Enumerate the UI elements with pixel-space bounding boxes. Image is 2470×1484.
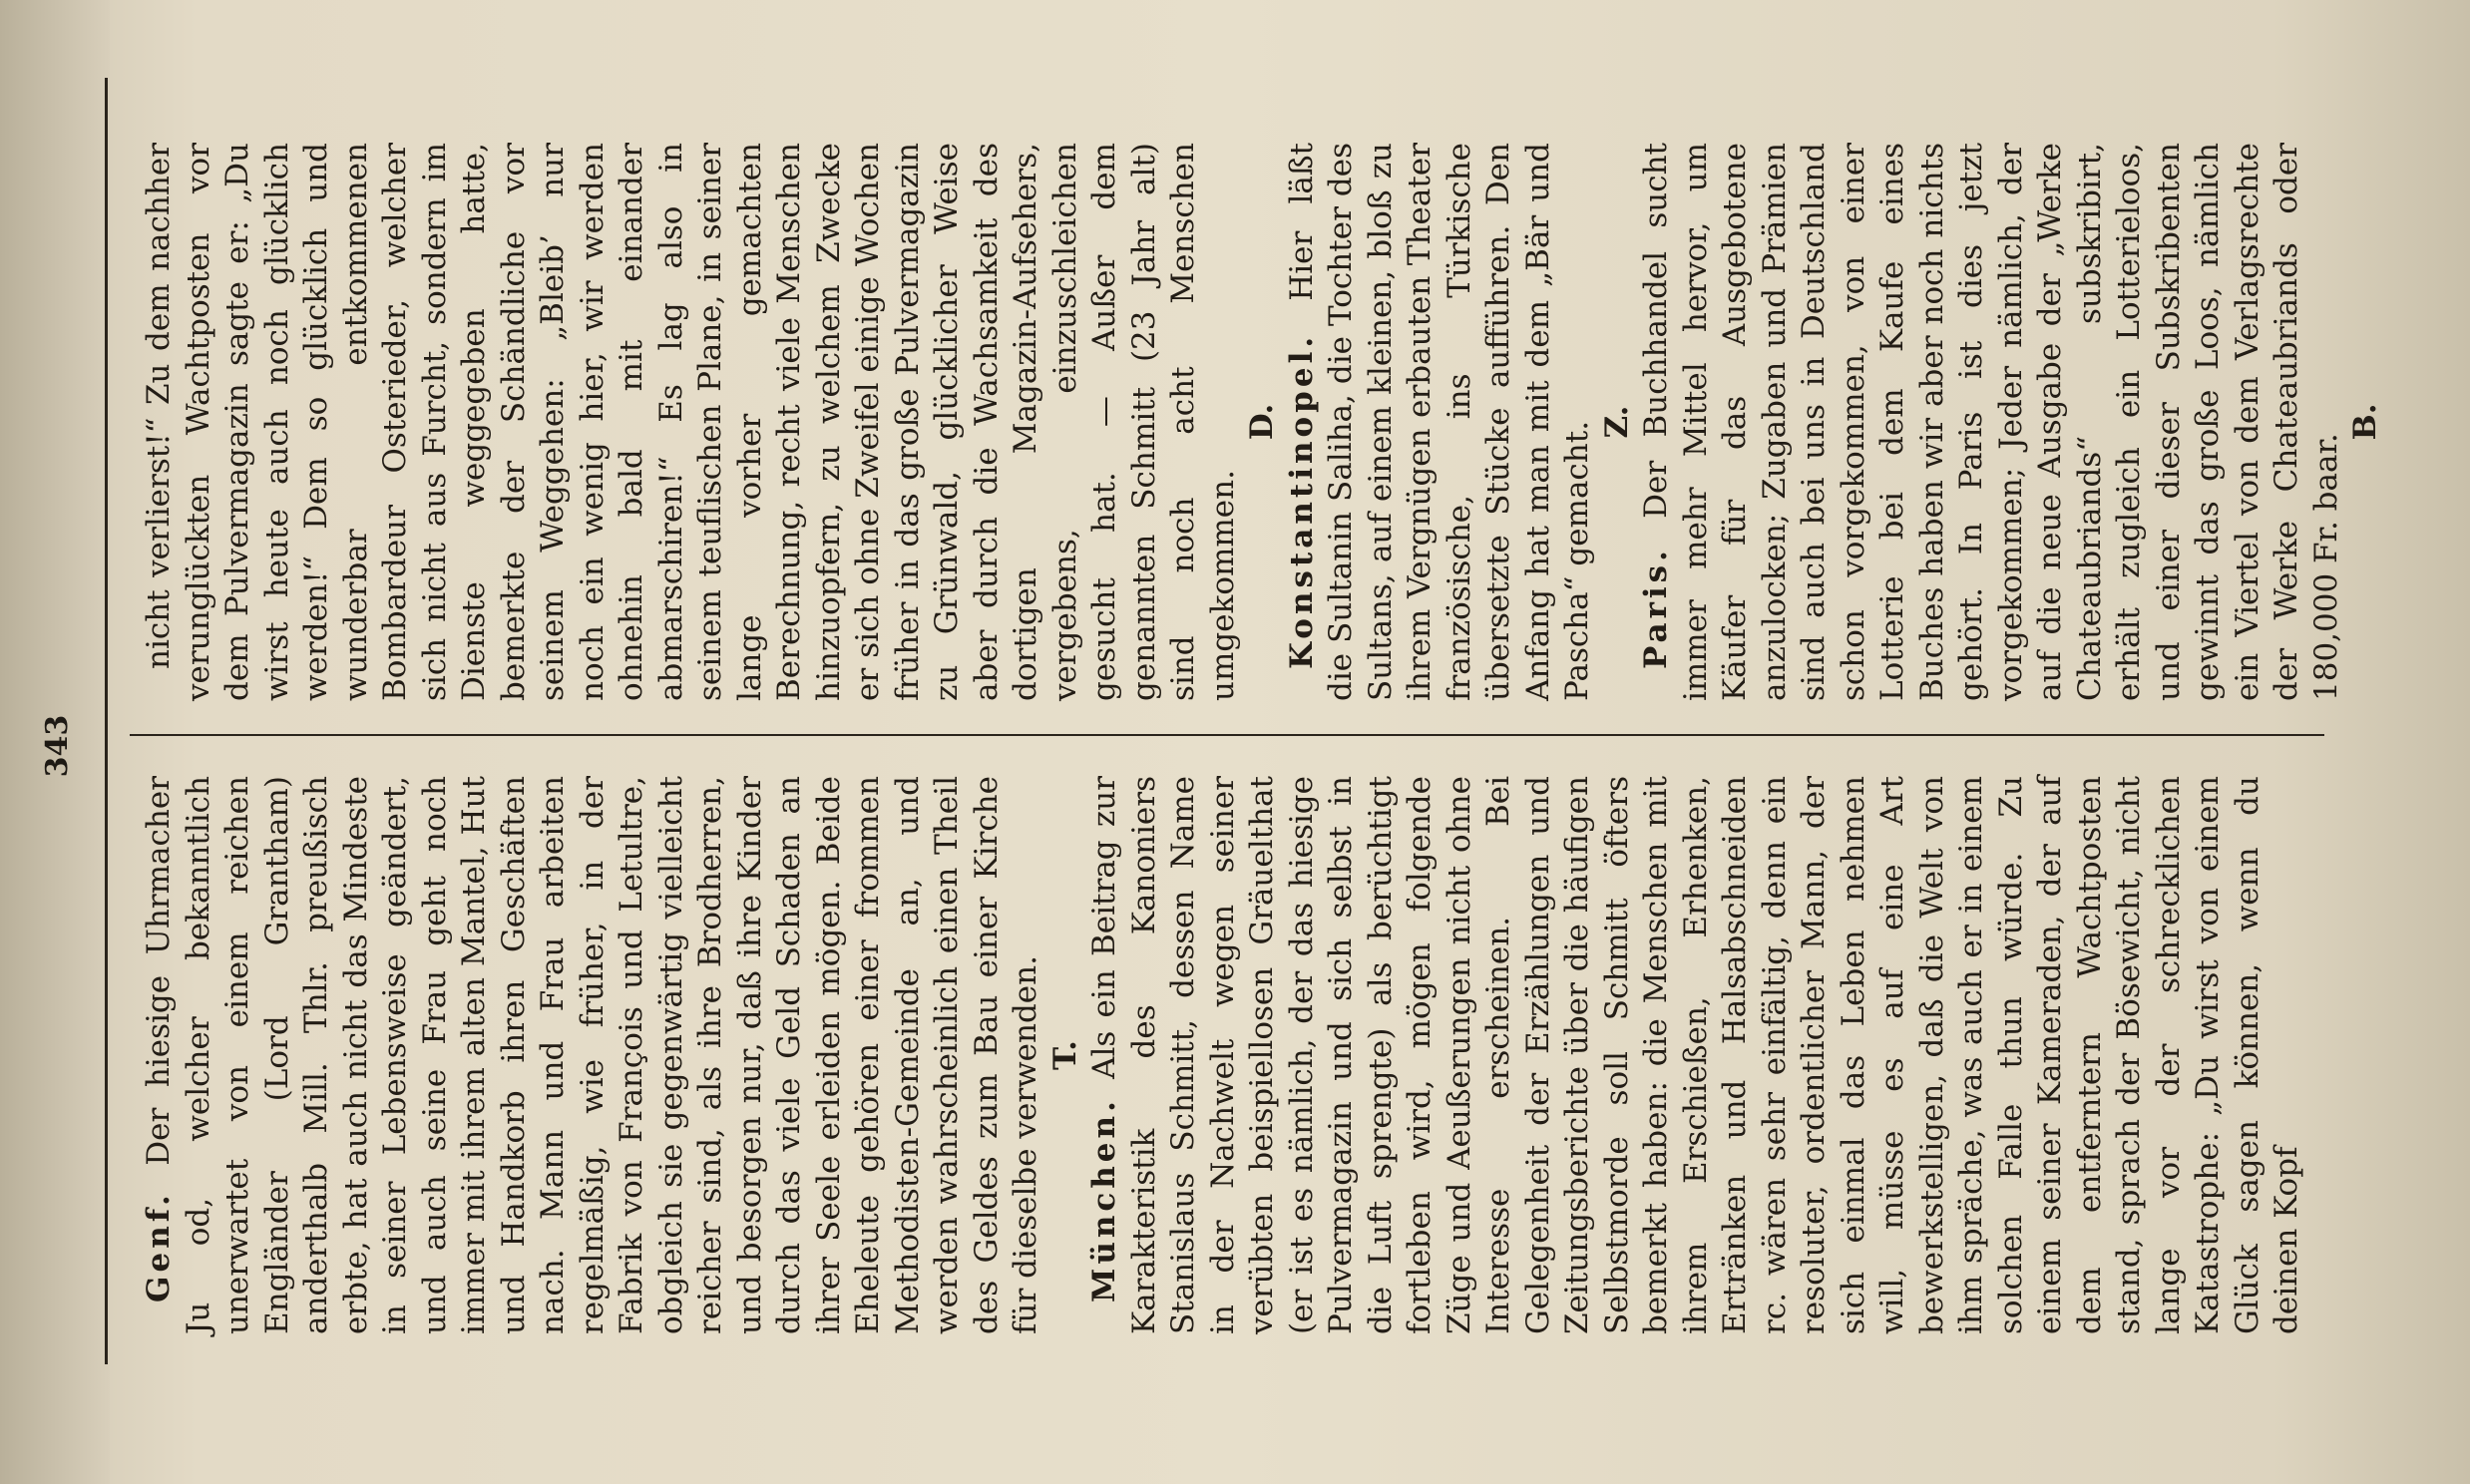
article-text: Der hiesige Uhrmacher Ju od, welcher bekanntlich unerwartet von einem reichen Engländer (Lord Grantham) anderthalb Mill. Thlr. preußisch erbte, hat auch nicht das Mindeste in seiner Lebensweise geändert, und auch seine Frau geht noch immer mit ihrem alten Mantel, Hut und Handkorb ihren Geschäften nach. Mann und Frau arbeiten regelmäßig, wie früher, in der Fabrik von François und Letultre, obgleich sie gegenwärtig vielleicht reicher sind, als ihre Brodherren, und besorgen nur, daß ihre Kinder durch das viele Geld Schaden an ihrer Seele erleiden mögen. Beide Eheleute gehören einer frommen Methodisten-Gemeinde an, und werden wahrscheinlich einen Theil des Geldes zum Bau einer Kirche für dieselbe verwenden. xyxy=(141,776,1043,1334)
article-text: Der Buchhandel sucht immer mehr Mittel hervor, um Käufer für das Ausgebotene anzulocken; Zugaben und Prämien sind auch bei uns in Deutschland schon vorgekommen, von einer Lotterie bei dem Kaufe eines Buches haben wir aber noch nichts gehört. In Paris ist dies jetzt vorgekommen; Jeder nämlich, der auf die neue Ausgabe der „Werke Chateaubriands“ subskribirt, erhält zugleich ein Lotterieloos, und einer dieser Subskribenten gewinnt das große Loos, nämlich ein Viertel von dem Verlagsrechte der Werke Chateaubriands oder 180,000 Fr. baar. xyxy=(1638,143,2344,701)
article-signature: D. xyxy=(1244,403,1280,441)
column-divider xyxy=(130,734,2324,736)
article-text: Als ein Beitrag zur Karakteristik des Kanoniers Stanislaus Schmitt, dessen Name in der Nachwelt wegen seiner verübten beispiellosen Gräuelthat (er ist es nämlich, der das hiesige Pulvermagazin und sich selbst in die Luft sprengte) als berüchtigt fortleben wird, mögen folgende Züge und Aeußerungen nicht ohne Interesse erscheinen. Bei Gelegenheit der Erzählungen und Zeitungsberichte über die häufigen Selbstmorde soll Schmitt öfters bemerkt haben: die Menschen mit ihrem Erschießen, Erhenken, Ertränken und Halsabschneiden rc. wären sehr einfältig, denn ein resoluter, ordentlicher Mann, der sich einmal das Leben nehmen will, müsse es auf eine Art bewerkstelligen, daß die Welt von ihm spräche, was auch er in einem solchen Falle thun würde. Zu einem seiner Kameraden, der auf dem entferntern Wachtposten stand, sprach der Bösewicht, nicht lange vor der schrecklichen Katastrophe: „Du wirst von einem Glück sagen können, wenn du deinen Kopf xyxy=(1086,775,2304,1334)
article-paragraph xyxy=(1085,776,2307,1334)
dateline-place: Genf. xyxy=(141,1165,177,1302)
article-text: Hier läßt die Sultanin Saliha, die Tochter des Sultans, auf einem kleinen, bloß zu ihrem Vergnügen erbauten Theater französische, ins Türkische übersetzte Stücke aufführen. Den Anfang hat man mit dem „Bär und Pascha“ gemacht. xyxy=(1283,142,1595,701)
article-signature: B. xyxy=(2347,403,2383,441)
left-column xyxy=(140,775,2304,1334)
article-paragraph xyxy=(1637,143,2346,701)
article-paragraph xyxy=(1283,143,1598,701)
right-column xyxy=(140,142,2383,701)
article-paragraph xyxy=(140,776,1046,1334)
article-signature: Z. xyxy=(1598,405,1635,439)
dateline-place: Paris. xyxy=(1638,518,1674,669)
article-signature: T. xyxy=(1046,1040,1083,1070)
header-rule xyxy=(105,78,108,1364)
page-number: 343 xyxy=(40,714,75,778)
article-paragraph xyxy=(140,143,1243,701)
dateline-place: Konstantinopel. xyxy=(1283,300,1320,669)
dateline-place: München. xyxy=(1086,1078,1122,1302)
article-text: nicht verlierst!“ Zu dem nachher verunglückten Wachtposten vor dem Pulvermagazin sagte er: „Du wirst heute auch noch glücklich werden!“ Dem so glücklich und wunderbar entkommenen Bombardeur Osterieder, welcher sich nicht aus Furcht, sondern im Dienste weggegeben hatte, bemerkte der Schändliche vor seinem Weggehen: „Bleib’ nur noch ein wenig hier, wir werden ohnehin bald mit einander abmarschiren!“ Es lag also in seinem teuflischen Plane, in seiner lange vorher gemachten Berechnung, recht viele Menschen hinzuopfern, zu welchem Zwecke er sich ohne Zweifel einige Wochen früher in das große Pulvermagazin zu Grünwald, glücklicher Weise aber durch die Wachsamkeit des dortigen Magazin-Aufsehers, vergebens, einzuschleichen gesucht hat. — Außer dem genannten Schmitt (23 Jahr alt) sind noch acht Menschen umgekommen. xyxy=(141,143,1241,701)
